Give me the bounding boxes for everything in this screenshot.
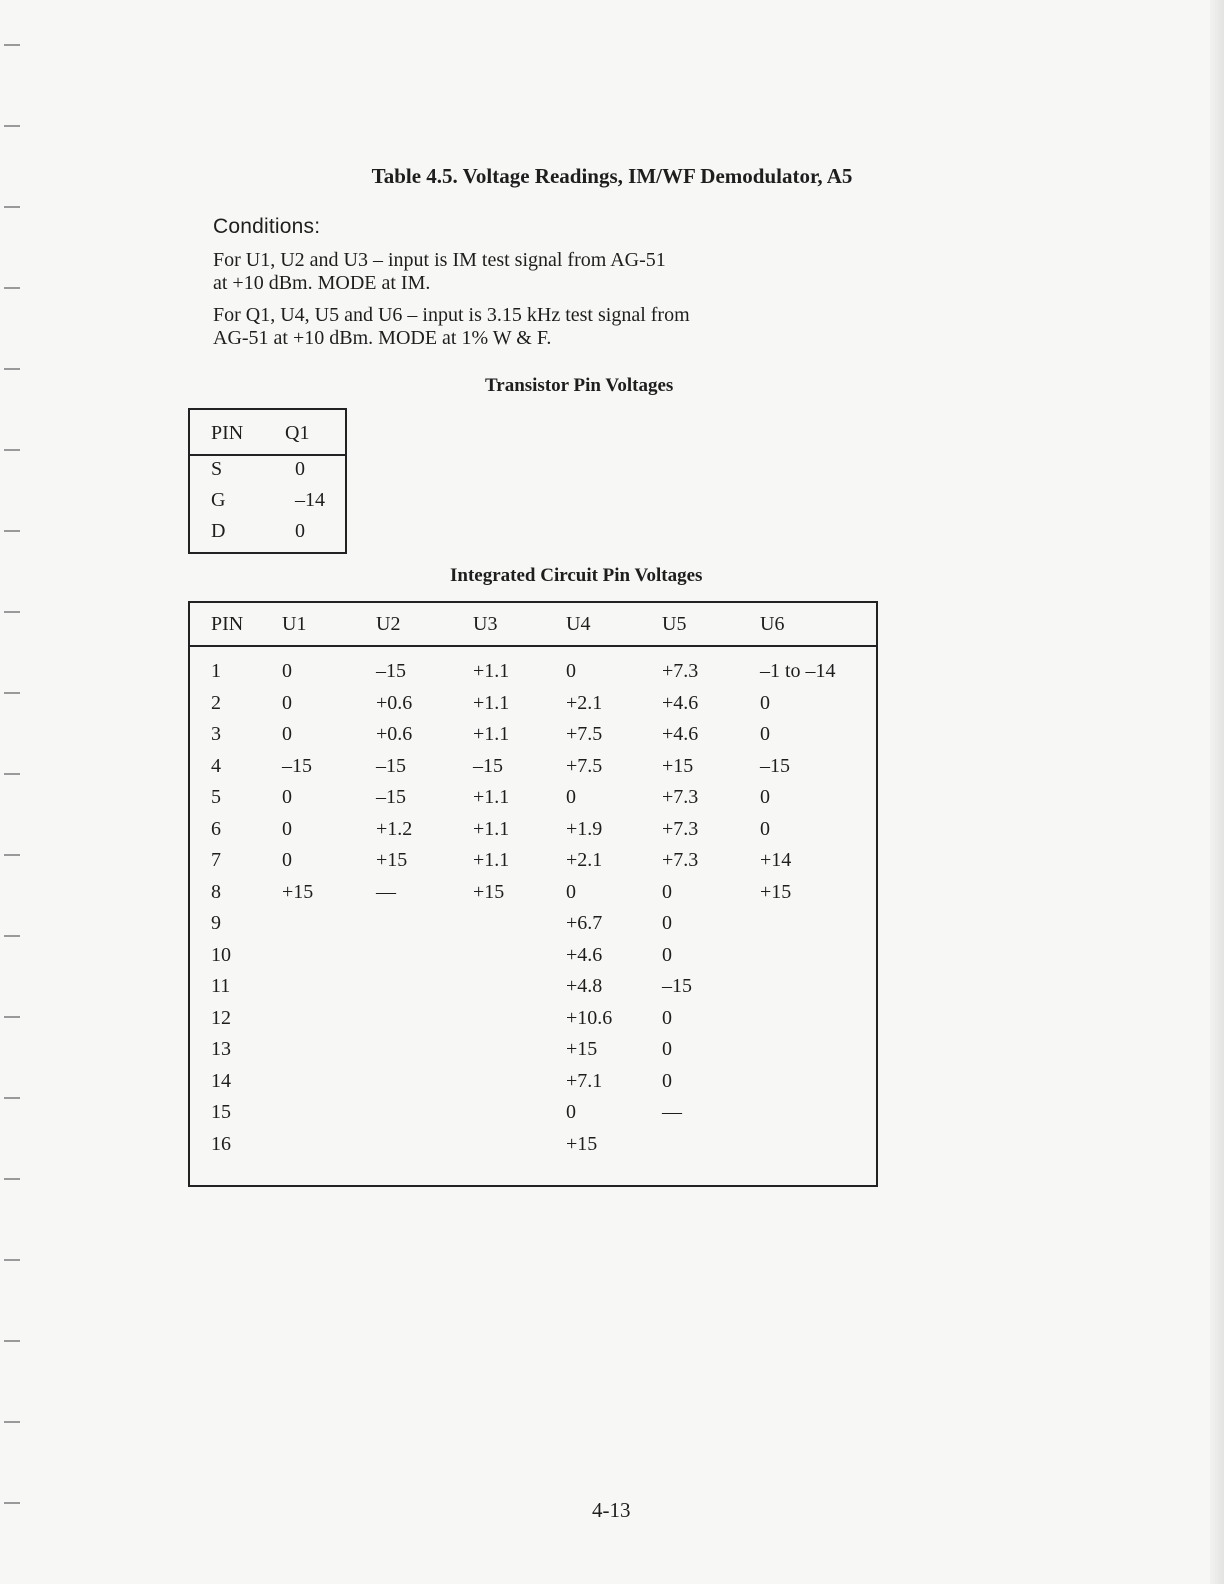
- value-cell: –14: [295, 489, 325, 511]
- condition-2: For Q1, U4, U5 and U6 – input is 3.15 kHz test signal from AG-51 at +10 dBm. MODE at 1% W & F.: [213, 304, 690, 349]
- value-cell: +15: [662, 754, 694, 777]
- value-cell: 0: [760, 691, 770, 714]
- pin-cell: 13: [211, 1038, 231, 1060]
- value-cell: +1.1: [473, 786, 510, 808]
- header-pin: PIN: [211, 613, 244, 635]
- transistor-table-body: [190, 456, 345, 549]
- header-q1: Q1: [285, 422, 310, 444]
- binder-tick: [4, 773, 20, 775]
- binder-tick: [4, 935, 20, 937]
- table-row: [190, 487, 345, 518]
- value-cell: 0: [282, 849, 292, 871]
- value-cell: +1.1: [473, 691, 510, 714]
- value-cell: +1.1: [473, 849, 510, 871]
- binder-tick: [4, 854, 20, 856]
- value-cell: 0: [662, 1038, 672, 1060]
- table-row: [190, 942, 876, 974]
- value-cell: +2.1: [566, 691, 603, 714]
- value-cell: +0.6: [376, 723, 413, 745]
- value-cell: +7.3: [662, 660, 699, 682]
- binder-tick: [4, 44, 20, 46]
- value-cell: +0.6: [376, 691, 413, 714]
- value-cell: 0: [282, 786, 292, 808]
- value-cell: +15: [376, 849, 408, 871]
- value-cell: 0: [760, 817, 770, 840]
- value-cell: 0: [282, 817, 292, 840]
- header-u1: U1: [282, 613, 307, 635]
- value-cell: +4.6: [662, 723, 699, 745]
- value-cell: +15: [566, 1038, 598, 1060]
- binder-tick: [4, 530, 20, 532]
- value-cell: 0: [566, 660, 576, 682]
- pin-cell: 3: [211, 723, 221, 745]
- ic-table-body: [190, 647, 876, 1162]
- table-row: [190, 816, 876, 848]
- binder-tick: [4, 692, 20, 694]
- header-u4: U4: [566, 613, 591, 635]
- value-cell: +1.2: [376, 817, 413, 840]
- value-cell: 0: [662, 1069, 672, 1092]
- pin-cell: 5: [211, 786, 221, 808]
- binder-tick: [4, 1016, 20, 1018]
- table-row: [190, 1068, 876, 1100]
- condition-1: For U1, U2 and U3 – input is IM test signal from AG-51 at +10 dBm. MODE at IM.: [213, 249, 666, 294]
- header-u3: U3: [473, 613, 498, 635]
- header-u5: U5: [662, 613, 687, 635]
- header-pin: PIN: [211, 422, 244, 444]
- value-cell: +4.8: [566, 975, 603, 997]
- pin-cell: 15: [211, 1101, 231, 1123]
- binder-tick: [4, 1259, 20, 1261]
- conditions-label: Conditions:: [213, 215, 321, 238]
- binder-tick: [4, 125, 20, 127]
- pin-cell: 11: [211, 975, 231, 997]
- table-row: [190, 973, 876, 1005]
- header-u2: U2: [376, 613, 401, 635]
- table-row: [190, 456, 345, 487]
- value-cell: +7.1: [566, 1069, 603, 1092]
- value-cell: +7.5: [566, 723, 603, 745]
- pin-cell: S: [211, 458, 223, 480]
- value-cell: –15: [473, 754, 503, 777]
- table-row: [190, 910, 876, 942]
- pin-cell: 10: [211, 943, 231, 966]
- value-cell: 0: [566, 1101, 576, 1123]
- value-cell: +4.6: [662, 691, 699, 714]
- value-cell: +1.9: [566, 817, 603, 840]
- pin-cell: 9: [211, 912, 221, 934]
- ic-table-header: [190, 603, 876, 647]
- value-cell: +7.3: [662, 786, 699, 808]
- value-cell: 0: [662, 943, 672, 966]
- transistor-table-header: [190, 410, 345, 456]
- table-row: [190, 1099, 876, 1131]
- table-row: [190, 1131, 876, 1163]
- pin-cell: 4: [211, 754, 221, 777]
- value-cell: 0: [566, 880, 576, 903]
- binder-tick: [4, 206, 20, 208]
- value-cell: –15: [376, 754, 406, 777]
- pin-cell: 1: [211, 660, 221, 682]
- pin-cell: 12: [211, 1006, 231, 1029]
- value-cell: +15: [473, 880, 505, 903]
- value-cell: 0: [760, 786, 770, 808]
- transistor-table: [188, 408, 347, 554]
- table-row: [190, 690, 876, 722]
- pin-cell: 6: [211, 817, 221, 840]
- value-cell: +1.1: [473, 723, 510, 745]
- binder-tick: [4, 611, 20, 613]
- table-title: Table 4.5. Voltage Readings, IM/WF Demodulator, A5: [371, 164, 853, 188]
- value-cell: –15: [760, 754, 790, 777]
- pin-cell: D: [211, 520, 226, 542]
- value-cell: +15: [760, 880, 792, 903]
- value-cell: +2.1: [566, 849, 603, 871]
- table-row: [190, 784, 876, 816]
- pin-cell: 16: [211, 1132, 231, 1155]
- binder-tick: [4, 1421, 20, 1423]
- scan-edge: [1210, 0, 1224, 1584]
- table-row: [190, 753, 876, 785]
- pin-cell: 14: [211, 1069, 231, 1092]
- value-cell: +7.5: [566, 754, 603, 777]
- value-cell: +15: [566, 1132, 598, 1155]
- pin-cell: 8: [211, 880, 221, 903]
- value-cell: 0: [295, 520, 305, 542]
- value-cell: +7.3: [662, 849, 699, 871]
- binder-tick: [4, 287, 20, 289]
- binder-tick: [4, 1178, 20, 1180]
- table-row: [190, 518, 345, 549]
- value-cell: 0: [662, 880, 672, 903]
- table-row: [190, 879, 876, 911]
- binder-tick: [4, 449, 20, 451]
- table-row: [190, 658, 876, 690]
- value-cell: +4.6: [566, 943, 603, 966]
- value-cell: +7.3: [662, 817, 699, 840]
- value-cell: +1.1: [473, 817, 510, 840]
- value-cell: 0: [662, 1006, 672, 1029]
- page-number: 4-13: [592, 1498, 631, 1522]
- table-row: [190, 1005, 876, 1037]
- value-cell: 0: [566, 786, 576, 808]
- ic-table: [188, 601, 878, 1187]
- value-cell: +10.6: [566, 1006, 613, 1029]
- value-cell: –15: [662, 975, 692, 997]
- value-cell: +15: [282, 880, 314, 903]
- value-cell: –15: [376, 786, 406, 808]
- value-cell: 0: [282, 723, 292, 745]
- value-cell: 0: [760, 723, 770, 745]
- pin-cell: 7: [211, 849, 221, 871]
- value-cell: –15: [282, 754, 312, 777]
- transistor-section-title: Transistor Pin Voltages: [485, 375, 674, 396]
- ic-section-title: Integrated Circuit Pin Voltages: [450, 565, 703, 586]
- value-cell: –15: [376, 660, 406, 682]
- value-cell: +6.7: [566, 912, 603, 934]
- value-cell: 0: [295, 458, 305, 480]
- value-cell: +14: [760, 849, 792, 871]
- value-cell: –1 to –14: [760, 660, 836, 682]
- value-cell: 0: [282, 691, 292, 714]
- value-cell: ––: [662, 1101, 682, 1123]
- binder-tick: [4, 1502, 20, 1504]
- pin-cell: G: [211, 489, 226, 511]
- pin-cell: 2: [211, 691, 221, 714]
- value-cell: 0: [282, 660, 292, 682]
- table-row: [190, 721, 876, 753]
- table-row: [190, 847, 876, 879]
- header-u6: U6: [760, 613, 785, 635]
- table-row: [190, 1036, 876, 1068]
- binder-tick: [4, 1340, 20, 1342]
- value-cell: 0: [662, 912, 672, 934]
- binder-tick: [4, 368, 20, 370]
- binder-tick: [4, 1097, 20, 1099]
- value-cell: +1.1: [473, 660, 510, 682]
- value-cell: ––: [376, 880, 396, 903]
